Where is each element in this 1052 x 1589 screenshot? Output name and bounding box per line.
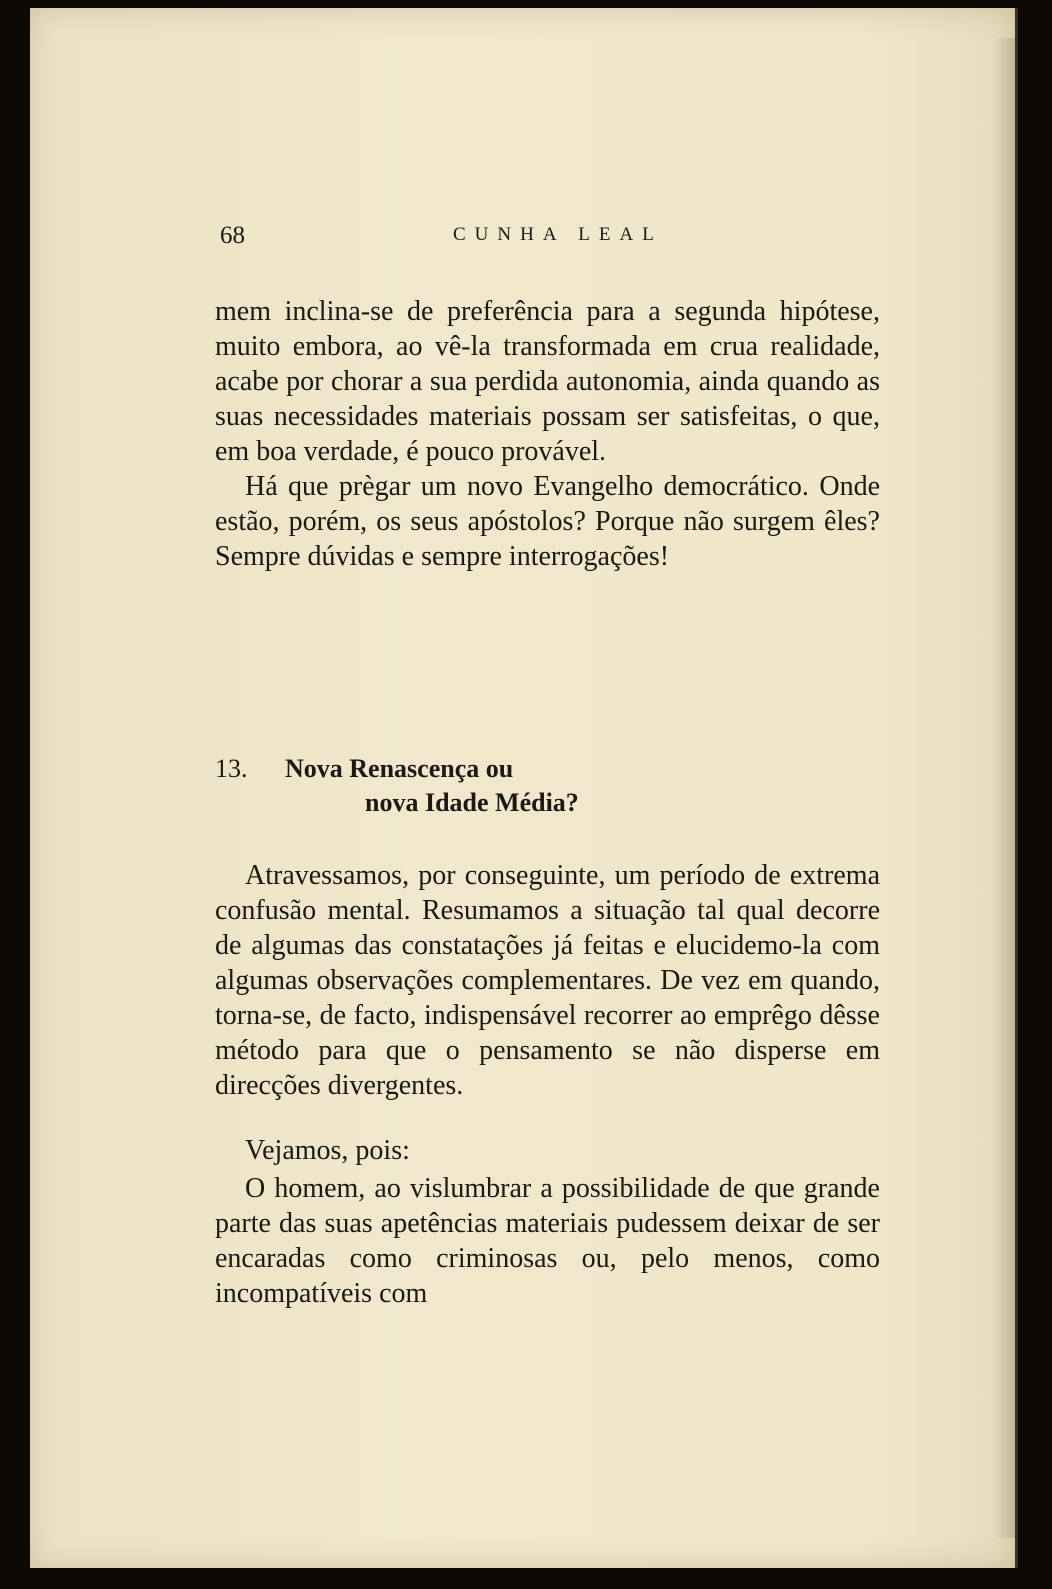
running-title: CUNHA LEAL bbox=[453, 224, 663, 245]
page-header bbox=[220, 222, 920, 256]
paragraph-continuation bbox=[215, 294, 880, 574]
paragraph-3-text: Atravessamos, por conseguinte, um período de extrema confusão mental. Resumamos a situação tal qual decorre de algumas das constatações já feitas e elucidemo-la com algumas observações complementares. De vez em quando, torna-se, de facto, indispensável recorrer ao emprêgo dêsse método para que o pensamento se não disperse em direcções divergentes. bbox=[215, 860, 880, 1101]
page-number: 68 bbox=[220, 222, 245, 249]
section-title-line-1: Nova Renascença ou bbox=[285, 754, 514, 783]
paragraph-2-text: Há que prègar um novo Evangelho democrático. Onde estão, porém, os seus apóstolos? Porque não surgem êles? Sempre dúvidas e sempre interrogações! bbox=[215, 471, 880, 572]
paragraph-1-text: mem inclina-se de preferência para a segunda hipótese, muito embora, ao vê-la transformada em crua realidade, acabe por chorar a sua perdida autonomia, ainda quando as suas necessidades materiais possam ser satisfeitas, o que, em boa verdade, é pouco provável. bbox=[215, 296, 880, 467]
section-title-line-2: nova Idade Média? bbox=[365, 788, 579, 817]
section-number: 13. bbox=[215, 754, 248, 783]
page-edge-shadow bbox=[993, 38, 1015, 1538]
paragraph-5-text: O homem, ao vislumbrar a possibilidade de que grande parte das suas apetências materiais pudessem deixar de ser encaradas como criminosas ou, pelo menos, como incompatíveis com bbox=[215, 1173, 880, 1309]
paragraph-4-text: Vejamos, pois: bbox=[245, 1135, 410, 1166]
